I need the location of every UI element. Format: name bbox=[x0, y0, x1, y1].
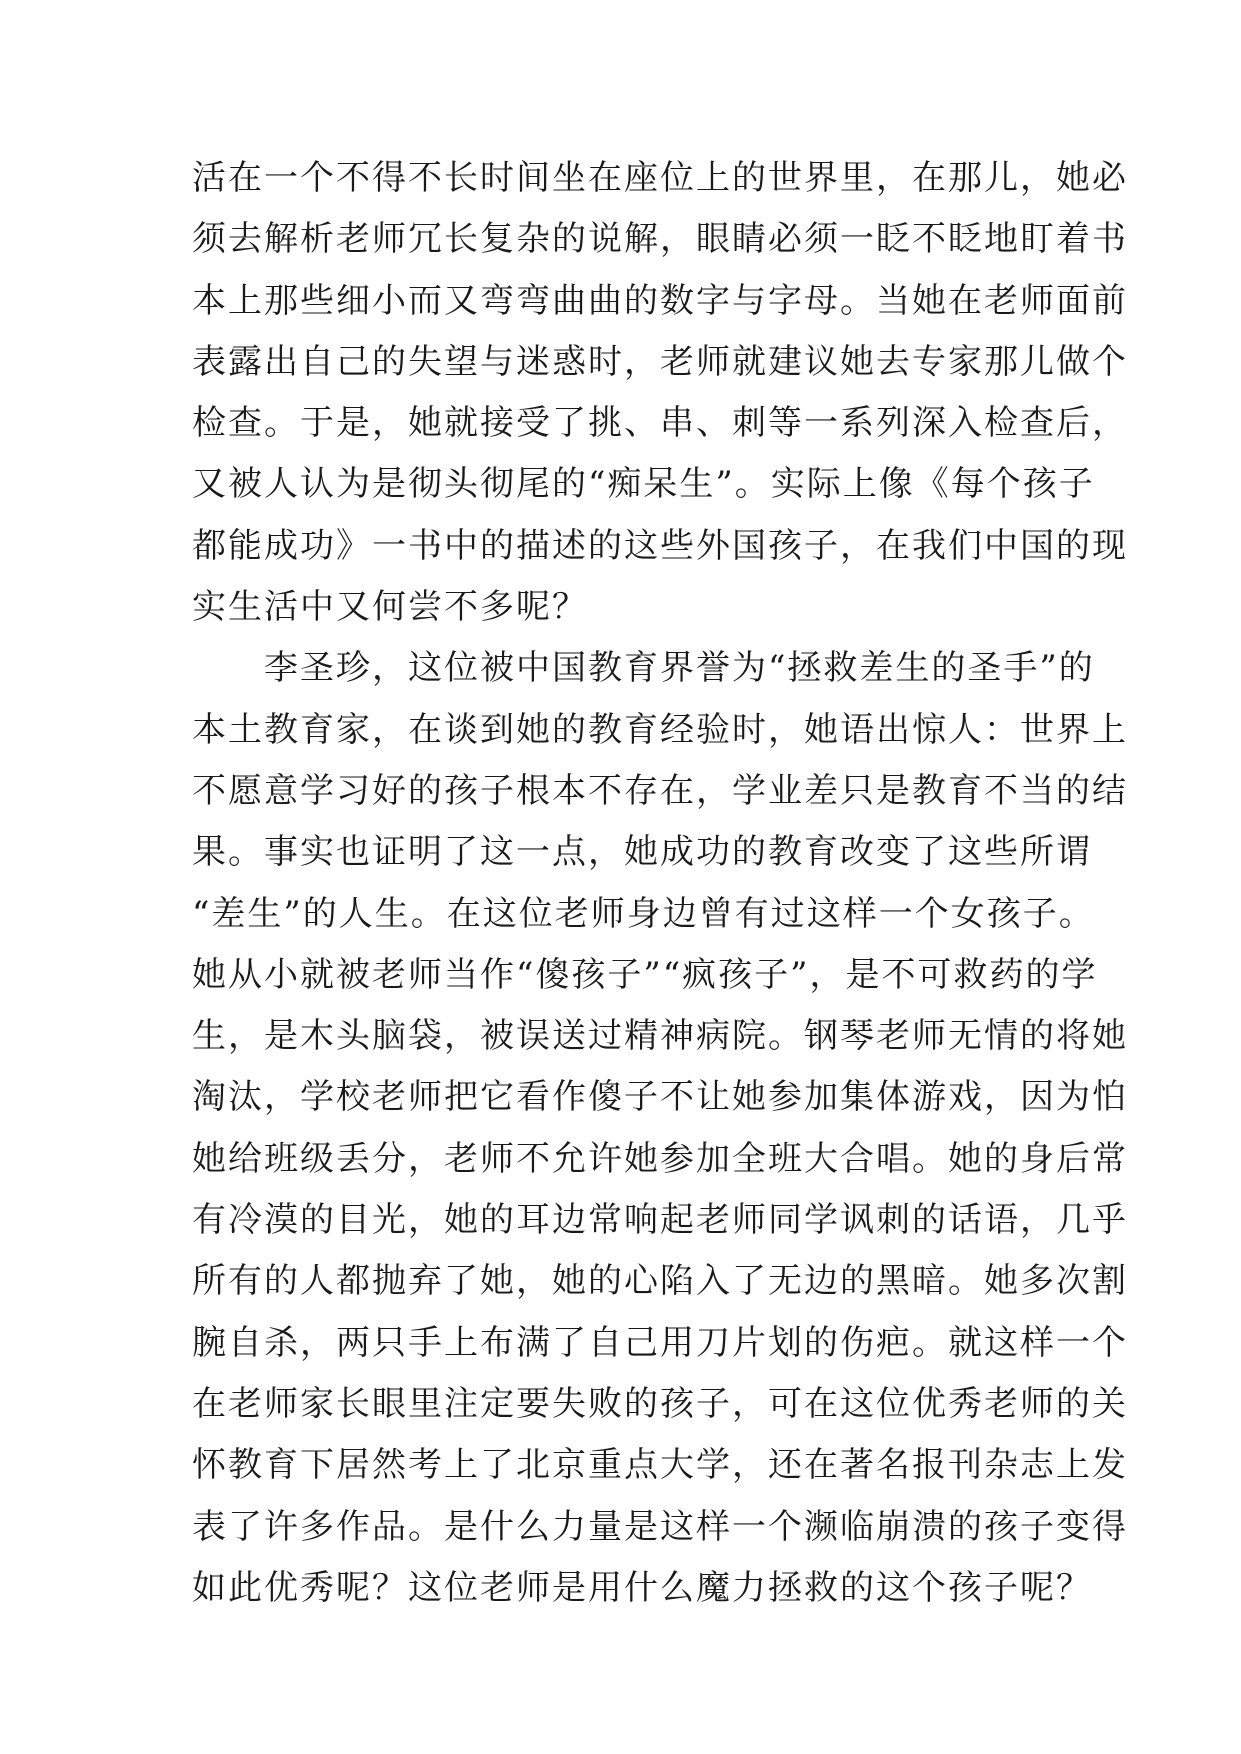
text-line: 都能成功》一书中的描述的这些外国孩子，在我们中国的现 bbox=[192, 525, 1128, 566]
text-line: 果。事实也证明了这一点，她成功的教育改变了这些所谓 bbox=[192, 832, 1092, 873]
text-line: 须去解析老师冗长复杂的说解，眼睛必须一眨不眨地盯着书 bbox=[192, 219, 1128, 260]
text-line: 本土教育家，在谈到她的教育经验时，她语出惊人：世界上 bbox=[192, 709, 1128, 750]
text-line: 实生活中又何尝不多呢？ bbox=[192, 587, 588, 628]
text-line: 她给班级丢分，老师不允许她参加全班大合唱。她的身后常 bbox=[192, 1138, 1128, 1179]
text-line: 在老师家长眼里注定要失败的孩子，可在这位优秀老师的关 bbox=[192, 1383, 1128, 1424]
text-line: 怀教育下居然考上了北京重点大学，还在著名报刊杂志上发 bbox=[192, 1445, 1128, 1486]
text-line: 腕自杀，两只手上布满了自己用刀片划的伤疤。就这样一个 bbox=[192, 1322, 1128, 1363]
text-line: “差生”的人生。在这位老师身边曾有过这样一个女孩子。 bbox=[192, 893, 1095, 934]
text-line: 生，是木头脑袋，被误送过精神病院。钢琴老师无情的将她 bbox=[192, 1016, 1128, 1057]
text-line: 淘汰，学校老师把它看作傻子不让她参加集体游戏，因为怕 bbox=[192, 1077, 1128, 1118]
text-line: 李圣珍，这位被中国教育界誉为“拯救差生的圣手”的 bbox=[192, 648, 1095, 689]
body-text bbox=[192, 148, 1128, 1619]
text-line: 又被人认为是彻头彻尾的“痴呆生”。实际上像《每个孩子 bbox=[192, 464, 1095, 505]
text-line: 如此优秀呢？这位老师是用什么魔力拯救的这个孩子呢？ bbox=[192, 1567, 1092, 1608]
text-line: 表露出自己的失望与迷惑时，老师就建议她去专家那儿做个 bbox=[192, 341, 1128, 382]
text-line: 所有的人都抛弃了她，她的心陷入了无边的黑暗。她多次割 bbox=[192, 1261, 1128, 1302]
text-line: 不愿意学习好的孩子根本不存在，学业差只是教育不当的结 bbox=[192, 770, 1128, 811]
text-line: 本上那些细小而又弯弯曲曲的数字与字母。当她在老师面前 bbox=[192, 280, 1128, 321]
text-line: 检查。于是，她就接受了挑、串、刺等一系列深入检查后， bbox=[192, 403, 1128, 444]
text-line: 有冷漠的目光，她的耳边常响起老师同学讽刺的话语，几乎 bbox=[192, 1200, 1128, 1241]
text-line: 表了许多作品。是什么力量是这样一个濒临崩溃的孩子变得 bbox=[192, 1506, 1128, 1547]
text-line: 活在一个不得不长时间坐在座位上的世界里，在那儿，她必 bbox=[192, 158, 1128, 198]
text-line: 她从小就被老师当作“傻孩子”“疯孩子”，是不可救药的学 bbox=[192, 954, 1098, 995]
